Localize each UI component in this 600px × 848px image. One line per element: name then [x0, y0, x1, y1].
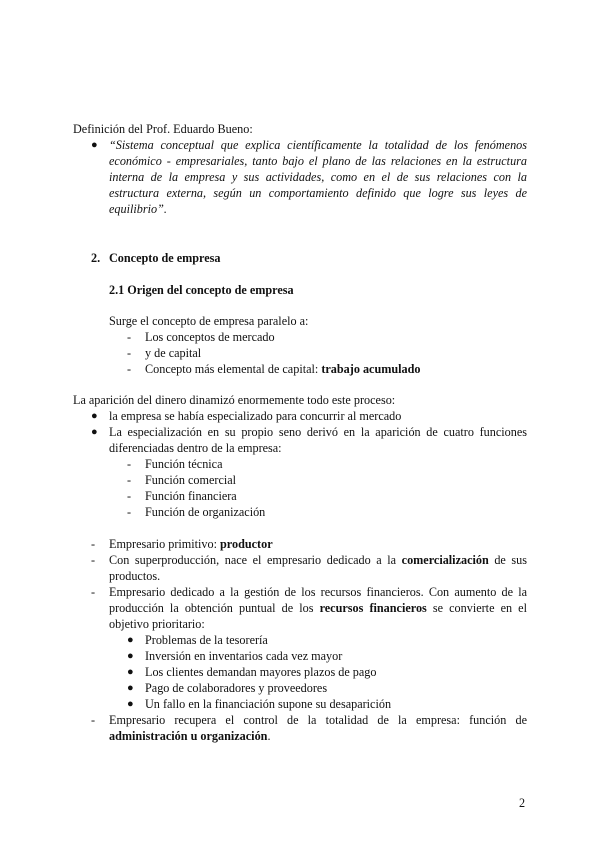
definition-label: Definición del Prof. Eduardo Bueno:	[73, 122, 253, 136]
function-item: Función financiera	[145, 489, 237, 503]
list-item: Los clientes demandan mayores plazos de pago	[145, 665, 377, 679]
definition-quote: “Sistema conceptual que explica científicamente la totalidad de los fenómenos económico - empresariales, tanto bajo el plano de las relaciones en la estructura interna de la empresa y sus actividades, como en el de sus relaciones con la estructura externa, según un comportamiento definido que logre sus leyes de equilibrio”.	[109, 138, 527, 216]
function-item: Función técnica	[145, 457, 223, 471]
dash-icon: -	[127, 346, 132, 360]
list-item: Concepto más elemental de capital: trabajo acumulado	[145, 362, 421, 376]
list-item: Pago de colaboradores y proveedores	[145, 681, 328, 695]
list-item: Los conceptos de mercado	[145, 330, 275, 344]
list-item: la empresa se había especializado para concurrir al mercado	[109, 409, 402, 423]
dash-icon: -	[127, 473, 132, 487]
list-item: Problemas de la tesorería	[145, 633, 268, 647]
list-item: y de capital	[145, 346, 202, 360]
bullet-icon: ●	[91, 410, 98, 422]
bullet-icon: ●	[127, 698, 134, 710]
empresario-item: Con superproducción, nace el empresario dedicado a la comercialización de sus productos.	[109, 553, 527, 583]
bullet-icon: ●	[91, 139, 98, 151]
list-item: Un fallo en la financiación supone su desaparición	[145, 697, 392, 711]
function-item: Función comercial	[145, 473, 237, 487]
function-item: Función de organización	[145, 505, 266, 519]
section-title: Concepto de empresa	[109, 251, 221, 265]
dash-icon: -	[127, 330, 132, 344]
bullet-icon: ●	[127, 650, 134, 662]
subsection-title: 2.1 Origen del concepto de empresa	[109, 283, 294, 297]
dash-icon: -	[91, 553, 96, 567]
empresario-item: Empresario recupera el control de la totalidad de la empresa: función de administración u organización.	[109, 713, 527, 743]
bullet-icon: ●	[127, 682, 134, 694]
dash-icon: -	[127, 489, 132, 503]
dash-icon: -	[91, 537, 96, 551]
page-number: 2	[519, 796, 526, 810]
empresario-item: Empresario primitivo: productor	[109, 537, 273, 551]
dash-icon: -	[127, 505, 132, 519]
bullet-icon: ●	[127, 666, 134, 678]
dash-icon: -	[127, 457, 132, 471]
dash-icon: -	[127, 362, 132, 376]
dash-icon: -	[91, 585, 96, 599]
money-intro: La aparición del dinero dinamizó enormemente todo este proceso:	[73, 393, 396, 407]
section-intro: Surge el concepto de empresa paralelo a:	[109, 314, 309, 328]
list-item: La especialización en su propio seno derivó en la aparición de cuatro funciones diferenciadas dentro de la empresa:	[109, 425, 527, 455]
bullet-icon: ●	[91, 426, 98, 438]
list-item: Inversión en inventarios cada vez mayor	[145, 649, 343, 663]
empresario-item: Empresario dedicado a la gestión de los recursos financieros. Con aumento de la producción la obtención puntual de los recursos financieros se convierte en el objetivo prioritario:	[109, 585, 527, 631]
section-number: 2.	[91, 251, 101, 265]
dash-icon: -	[91, 713, 96, 727]
bullet-icon: ●	[127, 634, 134, 646]
